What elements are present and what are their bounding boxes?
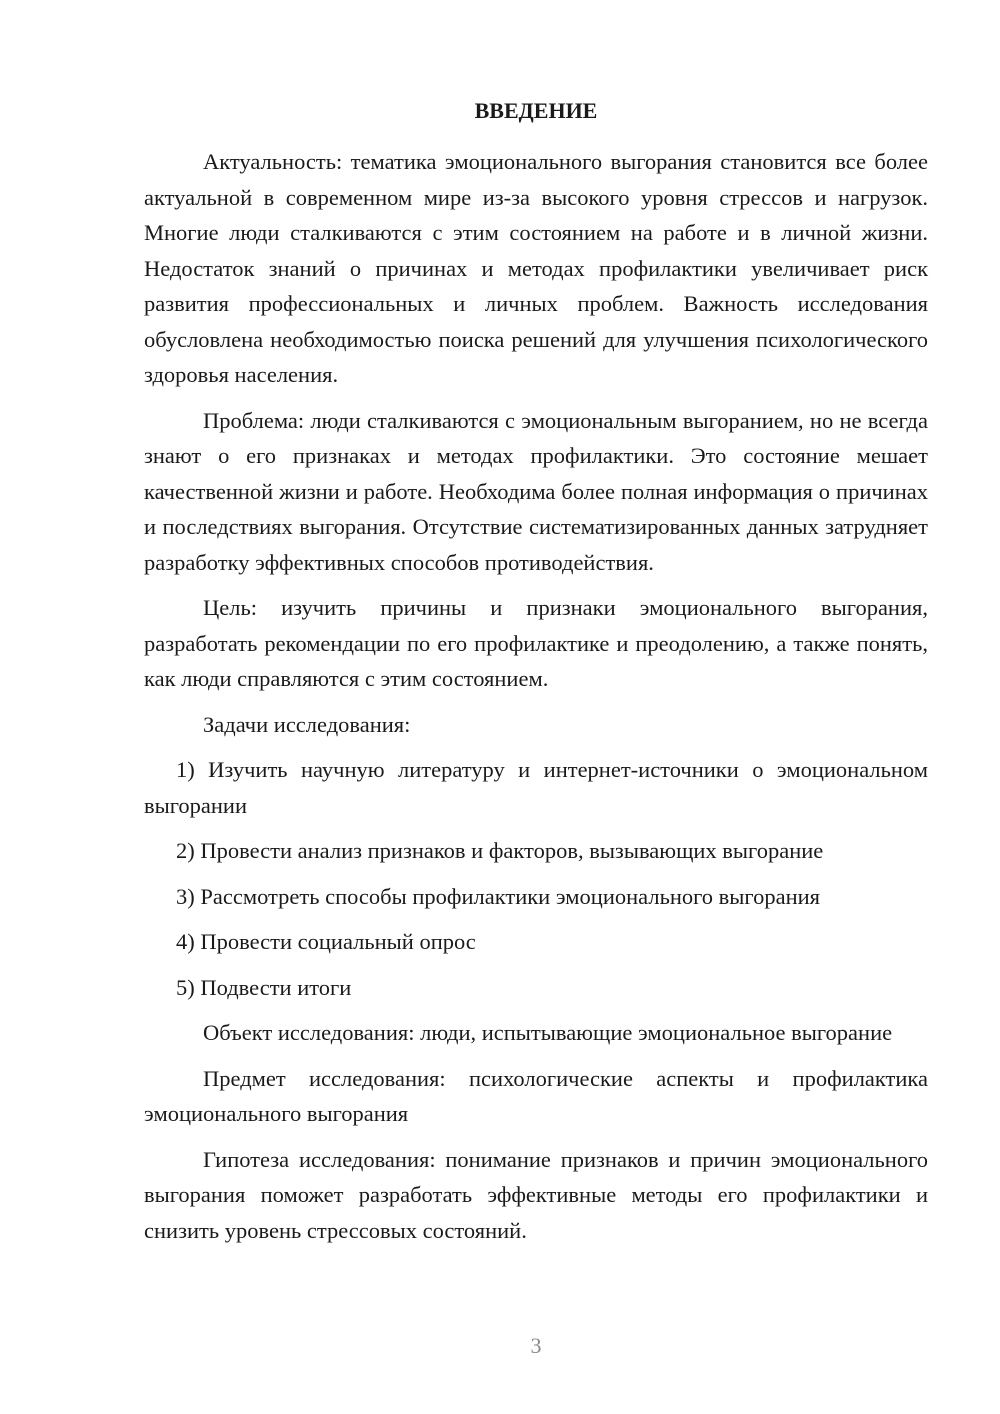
paragraph-object: Объект исследования: люди, испытывающие эмоциональное выгорание [203, 1020, 893, 1045]
page-content [144, 97, 928, 1258]
task-item-3: 3) Рассмотреть способы профилактики эмоционального выгорания [176, 883, 820, 909]
paragraph-subject: Предмет исследования: психологические аспекты и профилактика эмоционального выгорания [144, 1065, 928, 1126]
paragraph-problem: Проблема: люди сталкиваются с эмоциональным выгоранием, но не всегда знают о его признаках и методах профилактики. Это состояние мешает качественной жизни и работе. Необходима более полная информация о причинах и последствиях выгорания. Отсутствие систематизированных данных затрудняет разработку эффективных способов противодействия. [144, 407, 928, 575]
paragraph-hypothesis: Гипотеза исследования: понимание признаков и причин эмоционального выгорания поможет разработать эффективные методы его профилактики и снизить уровень стрессовых состояний. [144, 1146, 928, 1243]
paragraph-goal: Цель: изучить причины и признаки эмоционального выгорания, разработать рекомендации по его профилактике и преодолению, а также понять, как люди справляются с этим состоянием. [144, 595, 928, 691]
paragraph-relevance: Актуальность: тематика эмоционального выгорания становится все более актуальной в современном мире из-за высокого уровня стрессов и нагрузок. Многие люди сталкиваются с этим состоянием на работе и в личной жизни. Недостаток знаний о причинах и методах профилактики увеличивает риск развития профессиональных и личных проблем. Важность исследования обусловлена необходимостью поиска решений для улучшения психологического здоровья населения. [144, 149, 928, 387]
task-item-1: 1) Изучить научную литературу и интернет-источники о эмоциональном выгорании [144, 757, 928, 818]
page-title: ВВЕДЕНИЕ [474, 98, 598, 123]
task-item-5: 5) Подвести итоги [176, 974, 352, 1000]
task-item-2: 2) Провести анализ признаков и факторов, вызывающих выгорание [176, 838, 824, 863]
tasks-heading: Задачи исследования: [203, 711, 411, 737]
page-number: 3 [530, 1333, 542, 1358]
task-item-4: 4) Провести социальный опрос [176, 929, 476, 954]
